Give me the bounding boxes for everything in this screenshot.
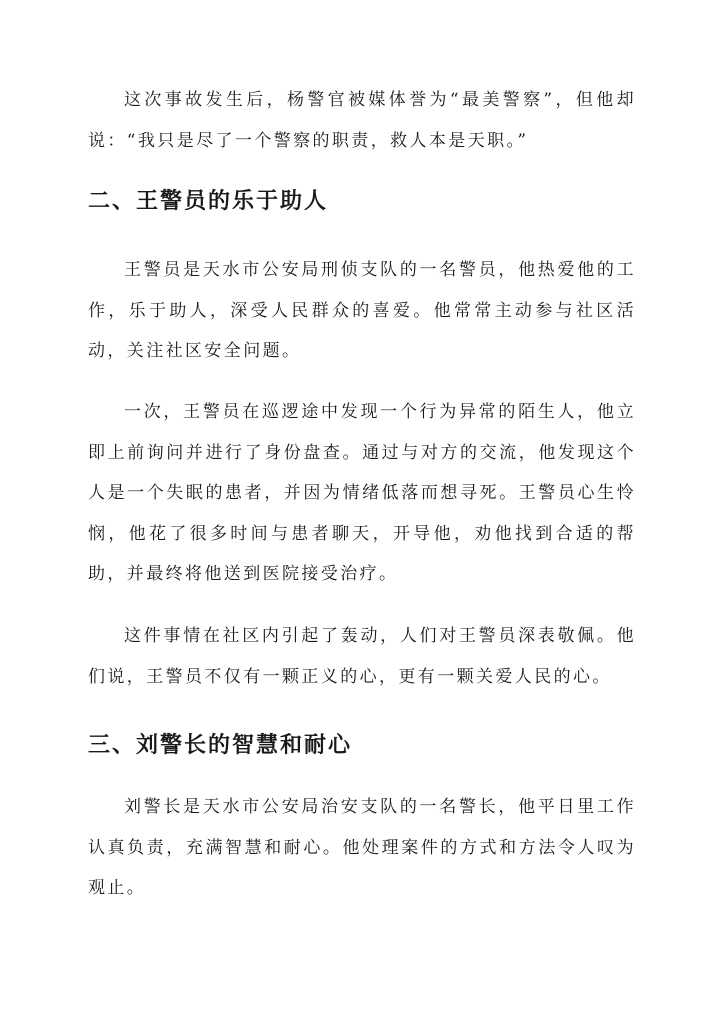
- paragraph-liu-intro: 刘警长是天水市公安局治安支队的一名警长，他平日里工作认真负责，充满智慧和耐心。他处理案件的方式和方法令人叹为观止。: [88, 797, 636, 898]
- paragraph-media-praise: 这次事故发生后，杨警官被媒体誉为“最美警察”，但他却说：“我只是尽了一个警察的职责，救人本是天职。”: [88, 90, 636, 151]
- paragraph-wang-intro: 王警员是天水市公安局刑侦支队的一名警员，他热爱他的工作，乐于助人，深受人民群众的喜爱。他常常主动参与社区活动，关注社区安全问题。: [88, 260, 636, 361]
- section-heading-liu: 三、刘警长的智慧和耐心: [88, 733, 353, 758]
- paragraph-wang-story: 一次，王警员在巡逻途中发现一个行为异常的陌生人，他立即上前询问并进行了身份盘查。通过与对方的交流，他发现这个人是一个失眠的患者，并因为情绪低落而想寻死。王警员心生怜悯，他花了很多时间与患者聊天，开导他，劝他找到合适的帮助，并最终将他送到医院接受治疗。: [88, 402, 636, 584]
- paragraph-community-reaction: 这件事情在社区内引起了轰动，人们对王警员深表敬佩。他们说，王警员不仅有一颗正义的心，更有一颗关爱人民的心。: [88, 626, 636, 687]
- section-heading-wang: 二、王警员的乐于助人: [88, 189, 329, 214]
